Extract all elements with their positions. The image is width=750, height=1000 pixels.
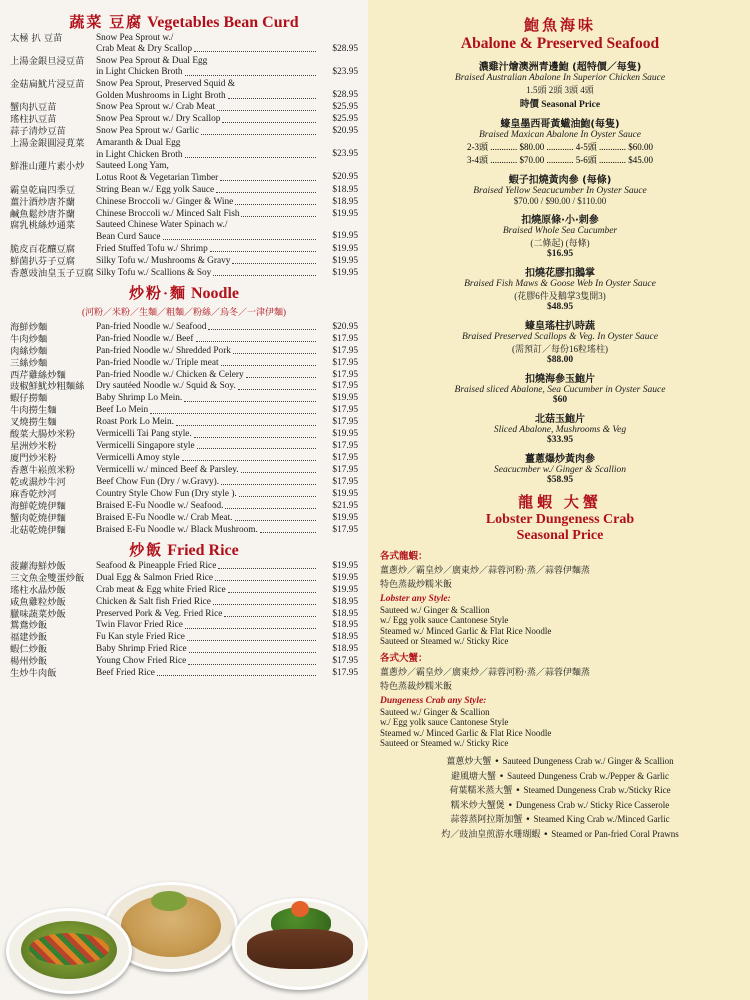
abalone-dish-1-pricerow-1: 3-4頭 ............ $70.00 ............ 5-6頭 ............ $45.00 — [467, 155, 653, 165]
fried-rice-item-4-en: Preserved Pork & Veg. Fried Rice — [96, 608, 318, 620]
abalone-dish-3-en: Braised Whole Sea Cucumber — [502, 226, 618, 236]
abalone-dish-0-price: 時價 Seasonal Price — [519, 100, 601, 110]
lobster-style-en-line-3: Sauteed or Steamed w./ Sticky Rice — [380, 636, 509, 647]
fried-rice-item-8-price: $17.95 — [332, 656, 358, 667]
menu-item-row — [10, 512, 358, 524]
menu-item-row — [10, 561, 358, 573]
noodle-item-7-en: Beef Lo Mein — [96, 405, 318, 417]
fried-rice-item-table — [10, 561, 358, 680]
menu-item-row — [10, 255, 358, 267]
fried-rice-item-1-cn: 三文魚金雙蛋炒飯 — [10, 572, 85, 584]
menu-item-row — [10, 369, 358, 381]
menu-item-row — [10, 79, 358, 102]
vegetable-item-6-price: $23.95 — [332, 149, 358, 160]
lobster-style-cn-line-1: 特色蒸裁炒糯米飯 — [380, 580, 453, 591]
vegetable-item-13-cn: 鮮菌扒芬子豆腐 — [10, 255, 76, 267]
abalone-dish-7-cn: 北菇玉鮑片 — [535, 414, 585, 425]
noodle-item-6-cn: 蝦仔撈麵 — [10, 393, 48, 405]
section-title-vegetables — [10, 14, 358, 32]
fried-rice-item-2-price: $19.95 — [332, 584, 358, 595]
abalone-dish-5-cn: 蠔皇瑤柱扒時蔬 — [525, 321, 595, 332]
vegetable-item-0-en: Snow Pea Sprout w./ Crab Meat & Dry Scallop — [96, 32, 318, 55]
crab-style-en-line-0: Sauteed w./ Ginger & Scallion — [380, 706, 490, 717]
section-title-abalone-cn: 鮑魚海味 — [523, 18, 596, 34]
crab-style-en-line-1: w./ Egg yolk sauce Cantonese Style — [380, 717, 509, 728]
abalone-dish-4-cn: 扣燒花膠扣鵝掌 — [525, 268, 595, 279]
abalone-dish-list — [380, 58, 740, 485]
abalone-dish — [380, 264, 740, 312]
noodle-item-6-price: $19.95 — [332, 393, 358, 404]
crab-style-list-cn — [380, 665, 740, 692]
vegetable-item-11-cn: 腐乳桃絲炒通菜 — [10, 220, 76, 232]
crab-style-en-line-2: Steamed w./ Minced Garlic & Flat Rice Noodle — [380, 727, 552, 738]
menu-item-row — [10, 381, 358, 393]
fried-rice-item-1-price: $19.95 — [332, 572, 358, 583]
noodle-item-13-price: $17.95 — [332, 476, 358, 487]
vegetable-item-12-en: Fried Stuffed Tofu w./ Shrimp — [96, 243, 318, 255]
noodle-item-7-price: $17.95 — [332, 405, 358, 416]
abalone-dish-1-cn: 蠔皇墨西哥黃蠘油鮑(每隻) — [500, 119, 620, 130]
vegetable-item-12-cn: 脆皮百花釀豆腐 — [10, 243, 76, 255]
abalone-dish-0-cn: 濃雞汁燴澳洲青邊鮑 (超特價／每隻) — [478, 62, 642, 73]
crab-style-head-cn: 各式大蟹： — [380, 654, 428, 665]
noodle-item-17-price: $17.95 — [332, 524, 358, 535]
noodle-item-1-price: $17.95 — [332, 333, 358, 344]
menu-item-row — [10, 161, 358, 184]
section-title-noodle-cn: 炒粉·麵 — [128, 286, 187, 303]
noodle-item-table — [10, 322, 358, 537]
abalone-dish-7-price: $33.95 — [546, 435, 574, 445]
fried-rice-item-8-cn: 楊州炒飯 — [10, 656, 48, 668]
lobster-style-en-line-0: Sauteed w./ Ginger & Scallion — [380, 604, 490, 615]
fried-rice-item-3-en: Chicken & Salt fish Fried Rice — [96, 596, 318, 608]
noodle-item-5-en: Dry sautéed Noodle w./ Squid & Soy. — [96, 381, 318, 393]
vegetable-item-14-price: $19.95 — [332, 267, 358, 278]
abalone-dish — [380, 410, 740, 445]
fried-rice-item-7-price: $18.95 — [332, 644, 358, 655]
noodle-item-6-en: Baby Shrimp Lo Mein. — [96, 393, 318, 405]
section-title-noodle-en: Noodle — [191, 285, 239, 303]
abalone-dish-5-en: Braised Preserved Scallops & Veg. In Oyster Sauce — [462, 332, 658, 342]
specialty-crab-item — [380, 783, 740, 796]
fried-rice-item-7-cn: 蝦仁炒飯 — [10, 644, 48, 656]
noodle-item-15-en: Braised E-Fu Noodle w./ Seafood. — [96, 500, 318, 512]
abalone-dish-7-en: Sliced Abalone, Mushrooms & Veg — [493, 425, 627, 435]
noodle-item-9-price: $19.95 — [332, 429, 358, 440]
abalone-dish-1-en: Braised Maxican Abalone In Oyster Sauce — [478, 130, 642, 140]
noodle-item-3-price: $17.95 — [332, 357, 358, 368]
fried-rice-item-3-cn: 咸魚雞粒炒飯 — [10, 596, 66, 608]
specialty-crab-item — [380, 812, 740, 825]
specialty-crab-list — [380, 754, 740, 840]
menu-item-row — [10, 196, 358, 208]
noodle-item-11-price: $17.95 — [332, 453, 358, 464]
menu-item-row — [10, 138, 358, 161]
noodle-item-16-cn: 蟹肉乾燒伊麵 — [10, 512, 66, 524]
menu-item-row — [10, 668, 358, 680]
vegetable-item-8-en: String Bean w./ Egg yolk Sauce — [96, 184, 318, 196]
abalone-dish-5-price: $88.00 — [546, 355, 574, 365]
vegetable-item-7-en: Sauteed Long Yam, Lotus Root & Vegetarian Timber — [96, 161, 318, 184]
noodle-item-7-cn: 牛肉撈生麵 — [10, 405, 57, 417]
specialty-crab-2-en: Steamed Dungeness Crab w./Sticky Rice — [523, 785, 671, 796]
menu-item-row — [10, 345, 358, 357]
fried-rice-item-5-price: $18.95 — [332, 620, 358, 631]
salad-photo-topping — [29, 933, 109, 965]
menu-item-row — [10, 656, 358, 668]
abalone-dish — [380, 211, 740, 259]
abalone-dish-2-en: Braised Yellow Seacucumber In Oyster Sauce — [473, 186, 647, 196]
vegetable-item-11-price: $19.95 — [332, 231, 358, 242]
vegetable-item-9-cn: 薑汁酒炒唐芥蘭 — [10, 196, 76, 208]
menu-item-row — [10, 357, 358, 369]
abalone-dish-0-en: Braised Australian Abalone In Superior Chicken Sauce — [454, 73, 666, 83]
section-title-lobster — [380, 491, 740, 544]
abalone-dish — [380, 317, 740, 365]
noodle-item-13-en: Beef Chow Fun (Dry / w.Gravy). — [96, 477, 318, 489]
menu-item-row — [10, 500, 358, 512]
abalone-dish-8-en: Seacucmber w./ Ginger & Scallion — [493, 465, 626, 475]
noodle-item-13-cn: 乾或濕炒牛河 — [10, 476, 66, 488]
menu-item-row — [10, 632, 358, 644]
abalone-dish — [380, 450, 740, 485]
noodle-item-16-price: $19.95 — [332, 512, 358, 523]
noodle-item-15-price: $21.95 — [332, 500, 358, 511]
vegetable-item-4-en: Snow Pea Sprout w./ Dry Scallop — [96, 114, 318, 126]
noodle-item-3-en: Pan-fried Noodle w./ Triple meat — [96, 357, 318, 369]
specialty-crab-item — [380, 798, 740, 811]
noodle-item-2-cn: 肉絲炒麵 — [10, 345, 48, 357]
abalone-dish-3-sub: (二條起) (每條) — [530, 238, 590, 248]
vegetable-item-6-en: Amaranth & Dual Egg in Light Chicken Broth — [96, 138, 318, 161]
noodle-item-16-en: Braised E-Fu Noodle w./ Crab Meat. — [96, 512, 318, 524]
vegetable-item-4-cn: 瑤柱扒豆苗 — [10, 114, 57, 126]
fried-rice-item-0-price: $19.95 — [332, 560, 358, 571]
menu-item-row — [10, 620, 358, 632]
noodle-item-4-cn: 西芹雞絲炒麵 — [10, 369, 66, 381]
noodle-item-3-cn: 三絲炒麵 — [10, 357, 48, 369]
vegetable-item-7-cn: 鮮淮山蓮片素小炒 — [10, 161, 85, 173]
menu-item-row — [10, 405, 358, 417]
section-title-vegetables-cn: 蔬菜 豆腐 — [69, 15, 144, 31]
menu-item-row — [10, 524, 358, 536]
noodle-item-2-price: $17.95 — [332, 345, 358, 356]
noodle-item-1-cn: 牛肉炒麵 — [10, 333, 48, 345]
vegetable-item-11-en: Sauteed Chinese Water Spinach w./ Bean Curd Sauce — [96, 220, 318, 243]
fried-rice-item-8-en: Young Chow Fried Rice — [96, 656, 318, 668]
noodle-item-0-en: Pan-fried Noodle w./ Seafood — [96, 322, 318, 334]
section-title-fried-rice — [10, 542, 358, 560]
noodle-type-note: (河粉／米粉／生麵／粗麵／粉絲／烏冬／一津伊麵) — [82, 306, 286, 317]
photo-avocado-salad — [6, 908, 132, 994]
noodle-item-14-en: Country Style Chow Fun (Dry style ). — [96, 488, 318, 500]
section-title-abalone-en: Abalone & Preserved Seafood — [460, 35, 660, 52]
noodle-item-4-en: Pan-fried Noodle w./ Chicken & Celery — [96, 369, 318, 381]
specialty-crab-4-en: Steamed King Crab w./Minced Garlic — [533, 814, 670, 825]
noodle-photo-garnish — [151, 891, 187, 911]
crab-style-head-en: Dungeness Crab any Style: — [380, 696, 487, 707]
specialty-crab-4-cn: 蒜蓉蒸阿拉斯加蟹 • — [450, 815, 534, 826]
noodle-item-8-cn: 叉燒撈生麵 — [10, 417, 57, 429]
abalone-dish-6-cn: 扣燒海參玉鮑片 — [525, 374, 595, 385]
abalone-dish-1-pricerow-0: 2-3頭 ............ $80.00 ............ 4-5頭 ............ $60.00 — [467, 142, 653, 152]
menu-item-row — [10, 114, 358, 126]
specialty-crab-1-cn: 避風塘大蟹 • — [451, 771, 508, 782]
crab-style-cn-line-0: 薑蔥炒／霸皇炒／廣東炒／蒜蓉河粉·蒸／蒜蓉伊麵蒸 — [380, 668, 590, 679]
abalone-dish — [380, 115, 740, 166]
vegetable-item-1-price: $23.95 — [332, 66, 358, 77]
specialty-crab-item — [380, 769, 740, 782]
specialty-crab-3-cn: 糯米炒大蟹煲 • — [450, 800, 516, 811]
abalone-dish — [380, 370, 740, 405]
fried-rice-item-3-price: $18.95 — [332, 596, 358, 607]
abalone-dish-6-en: Braised sliced Abalone, Sea Cucumber in Oyster Sauce — [454, 385, 666, 395]
menu-item-row — [10, 267, 358, 279]
noodle-item-4-price: $17.95 — [332, 369, 358, 380]
noodle-item-14-price: $19.95 — [332, 488, 358, 499]
abalone-dish-8-cn: 薑蔥爆炒黃肉參 — [525, 454, 595, 465]
fried-rice-item-9-price: $17.95 — [332, 668, 358, 679]
menu-item-row — [10, 417, 358, 429]
menu-item-row — [10, 220, 358, 243]
section-title-noodle — [10, 285, 358, 303]
vegetable-item-6-cn: 上湯金銀圓浸莧菜 — [10, 138, 85, 150]
section-title-fried-rice-en: Fried Rice — [167, 542, 239, 560]
menu-left-page — [0, 0, 368, 1000]
noodle-item-8-price: $17.95 — [332, 417, 358, 428]
noodle-item-0-price: $20.95 — [332, 321, 358, 332]
section-title-lobster-en2: Seasonal Price — [516, 528, 604, 544]
fried-rice-item-6-en: Fu Kan style Fried Rice — [96, 632, 318, 644]
fried-rice-item-5-en: Twin Flavor Fried Rice — [96, 620, 318, 632]
menu-item-row — [10, 126, 358, 138]
section-title-fried-rice-cn: 炒飯 — [129, 543, 164, 560]
menu-item-row — [10, 644, 358, 656]
lobster-style-en-line-1: w./ Egg yolk sauce Cantonese Style — [380, 615, 509, 626]
section-title-abalone — [380, 14, 740, 53]
crab-style-cn-line-1: 特色蒸裁炒糯米飯 — [380, 682, 453, 693]
crab-style-list-en — [380, 707, 740, 749]
noodle-item-15-cn: 海鮮乾燒伊麵 — [10, 500, 66, 512]
specialty-crab-5-en: Steamed or Pan-fried Coral Prawns — [551, 828, 679, 839]
vegetable-item-1-cn: 上湯金銀旦浸豆苗 — [10, 55, 85, 67]
abalone-dish-4-sub: (花膠6件及鵝掌3隻開3) — [514, 291, 606, 301]
lobster-style-list-en — [380, 605, 740, 647]
fried-rice-item-0-cn: 菠蘿海鮮炒飯 — [10, 560, 66, 572]
menu-item-row — [10, 243, 358, 255]
food-photo-strip — [0, 820, 368, 1000]
abalone-dish-0-sub: 1.5頭 2頭 3頭 4頭 — [526, 85, 594, 95]
menu-item-row — [10, 453, 358, 465]
vegetable-item-5-cn: 蒜子清炒豆苗 — [10, 126, 66, 138]
specialty-crab-5-cn: 灼／豉油皇煎游水珊瑚蝦 • — [441, 829, 552, 840]
fried-rice-item-1-en: Dual Egg & Salmon Fried Rice — [96, 572, 318, 584]
vegetable-item-4-price: $25.95 — [332, 114, 358, 125]
menu-item-row — [10, 32, 358, 55]
vegetable-item-0-price: $28.95 — [332, 43, 358, 54]
specialty-crab-0-cn: 薑蔥炒大蟹 • — [446, 757, 503, 768]
noodle-item-9-en: Vermicelli Tai Pang style. — [96, 429, 318, 441]
specialty-crab-item — [380, 754, 740, 767]
menu-item-row — [10, 393, 358, 405]
fried-rice-item-0-en: Seafood & Pineapple Fried Rice — [96, 561, 318, 573]
section-title-lobster-cn: 龍蝦 大蟹 — [518, 495, 602, 511]
menu-item-row — [10, 608, 358, 620]
beef-photo-element — [247, 929, 353, 969]
fried-rice-item-7-en: Baby Shrimp Fried Rice — [96, 644, 318, 656]
vegetable-item-3-cn: 蟹肉扒豆苗 — [10, 102, 57, 114]
vegetable-item-5-en: Snow Pea Sprout w./ Garlic — [96, 126, 318, 138]
abalone-dish-2-sub: $70.00 / $90.00 / $110.00 — [513, 196, 607, 206]
specialty-crab-item — [380, 827, 740, 840]
noodle-item-14-cn: 麻香乾炒河 — [10, 488, 57, 500]
noodle-item-10-en: Vermicelli Singapore style — [96, 441, 318, 453]
vegetable-item-8-price: $18.95 — [332, 184, 358, 195]
fried-rice-item-6-price: $18.95 — [332, 632, 358, 643]
abalone-dish-4-price: $48.95 — [546, 302, 574, 312]
lobster-style-head-en: Lobster any Style: — [380, 594, 451, 605]
abalone-dish-4-en: Braised Fish Maws & Goose Web In Oyster Sauce — [464, 279, 656, 289]
vegetable-item-14-cn: 香蔥豉油皇玉子豆腐 — [10, 267, 94, 279]
lobster-style-head-cn: 各式龍蝦： — [380, 552, 428, 563]
noodle-item-11-en: Vermicelli Amoy style — [96, 453, 318, 465]
noodle-item-0-cn: 海鮮炒麵 — [10, 321, 48, 333]
fried-rice-item-2-en: Crab meat & Egg white Fried Rice — [96, 584, 318, 596]
vegetable-item-3-price: $25.95 — [332, 102, 358, 113]
fried-rice-item-5-cn: 鴛鴦炒飯 — [10, 620, 48, 632]
vegetable-item-2-en: Snow Pea Sprout, Preserved Squid & Golden Mushrooms in Light Broth — [96, 79, 318, 102]
noodle-item-1-en: Pan-fried Noodle w./ Beef — [96, 334, 318, 346]
noodle-item-5-cn: 豉椒鮮魷炒粗麵絲 — [10, 381, 85, 393]
vegetable-item-5-price: $20.95 — [332, 126, 358, 137]
noodle-item-11-cn: 廈門炒米粉 — [10, 453, 57, 465]
noodle-item-2-en: Pan-fried Noodle w./ Shredded Pork — [96, 345, 318, 357]
menu-item-row — [10, 572, 358, 584]
abalone-dish-6-price: $60 — [552, 395, 568, 405]
section-title-vegetables-en: Vegetables Bean Curd — [147, 14, 299, 31]
noodle-item-12-en: Vermicelli w./ minced Beef & Parsley. — [96, 465, 318, 477]
fried-rice-item-4-price: $18.95 — [332, 608, 358, 619]
fried-rice-item-9-en: Beef Fried Rice — [96, 668, 318, 680]
noodle-item-8-en: Roast Pork Lo Mein. — [96, 417, 318, 429]
menu-item-row — [10, 584, 358, 596]
menu-item-row — [10, 441, 358, 453]
menu-item-row — [10, 477, 358, 489]
noodle-item-10-price: $17.95 — [332, 441, 358, 452]
abalone-dish — [380, 58, 740, 110]
noodle-item-10-cn: 星洲炒米粉 — [10, 441, 57, 453]
crab-style-en-line-3: Sauteed or Steamed w./ Sticky Rice — [380, 738, 509, 749]
vegetable-item-9-en: Chinese Broccoli w./ Ginger & Wine — [96, 196, 318, 208]
menu-item-row — [10, 465, 358, 477]
menu-item-row — [10, 322, 358, 334]
vegetables-item-table — [10, 32, 358, 279]
section-title-lobster-en1: Lobster Dungeness Crab — [485, 512, 635, 527]
specialty-crab-0-en: Sauteed Dungeness Crab w./ Ginger & Scallion — [502, 756, 674, 767]
menu-right-page — [368, 0, 750, 1000]
carrot-photo-element — [291, 901, 309, 917]
vegetable-item-0-cn: 太極 扒 豆苗 — [10, 32, 63, 44]
lobster-style-cn-line-0: 薑蔥炒／霸皇炒／廣東炒／蒜蓉河粉·蒸／蒜蓉伊麵蒸 — [380, 566, 590, 577]
vegetable-item-7-price: $20.95 — [332, 172, 358, 183]
specialty-crab-2-cn: 荷葉糯米蒸大蟹 • — [449, 786, 524, 797]
vegetable-item-2-price: $28.95 — [332, 90, 358, 101]
menu-item-row — [10, 184, 358, 196]
menu-item-row — [10, 429, 358, 441]
vegetable-item-14-en: Silky Tofu w./ Scallions & Soy — [96, 267, 318, 279]
vegetable-item-10-price: $19.95 — [332, 208, 358, 219]
abalone-dish-3-price: $16.95 — [546, 249, 574, 259]
vegetable-item-10-en: Chinese Broccoli w./ Minced Salt Fish — [96, 208, 318, 220]
lobster-style-en-line-2: Steamed w./ Minced Garlic & Flat Rice Noodle — [380, 625, 552, 636]
vegetable-item-13-en: Silky Tofu w./ Mushrooms & Gravy — [96, 255, 318, 267]
menu-item-row — [10, 334, 358, 346]
noodle-item-17-cn: 北菇乾燒伊麵 — [10, 524, 66, 536]
abalone-dish-3-cn: 扣燒原條·小·刺參 — [521, 215, 599, 226]
vegetable-item-8-cn: 霸皇乾扁四季豆 — [10, 184, 76, 196]
vegetable-item-13-price: $19.95 — [332, 255, 358, 266]
menu-item-row — [10, 208, 358, 220]
abalone-dish-5-sub: (需預訂／每份16粒瑤柱) — [512, 344, 608, 354]
menu-item-row — [10, 56, 358, 79]
menu-item-row — [10, 596, 358, 608]
noodle-item-12-cn: 香蔥牛崧煎米粉 — [10, 464, 76, 476]
noodle-item-9-cn: 酸菜大腸炒米粉 — [10, 429, 76, 441]
fried-rice-item-9-cn: 生炒牛肉飯 — [10, 668, 57, 680]
noodle-item-12-price: $17.95 — [332, 464, 358, 475]
vegetable-item-12-price: $19.95 — [332, 243, 358, 254]
vegetable-item-1-en: Snow Pea Sprout & Dual Egg in Light Chicken Broth — [96, 56, 318, 79]
photo-beef-broccoli — [232, 898, 368, 990]
abalone-dish — [380, 171, 740, 206]
abalone-dish-8-price: $58.95 — [546, 475, 574, 485]
vegetable-item-3-en: Snow Pea Sprout w./ Crab Meat — [96, 102, 318, 114]
menu-item-row — [10, 488, 358, 500]
fried-rice-item-6-cn: 福建炒飯 — [10, 632, 48, 644]
abalone-dish-2-cn: 蝦子扣燒黃肉參 (每條) — [508, 175, 612, 186]
noodle-item-5-price: $17.95 — [332, 381, 358, 392]
fried-rice-item-2-cn: 瑤柱水晶炒飯 — [10, 584, 66, 596]
specialty-crab-1-en: Sauteed Dungeness Crab w./Pepper & Garlic — [507, 770, 669, 781]
vegetable-item-9-price: $18.95 — [332, 196, 358, 207]
noodle-item-17-en: Braised E-Fu Noodle w./ Black Mushroom. — [96, 524, 318, 536]
specialty-crab-3-en: Dungeness Crab w./ Sticky Rice Casserole — [515, 799, 670, 810]
fried-rice-item-4-cn: 臘味蔬菜炒飯 — [10, 608, 66, 620]
lobster-style-list-cn — [380, 563, 740, 590]
vegetable-item-2-cn: 金菇扁魷片浸豆苗 — [10, 79, 85, 91]
menu-item-row — [10, 102, 358, 114]
vegetable-item-10-cn: 鹹魚鬆炒唐芥蘭 — [10, 208, 76, 220]
